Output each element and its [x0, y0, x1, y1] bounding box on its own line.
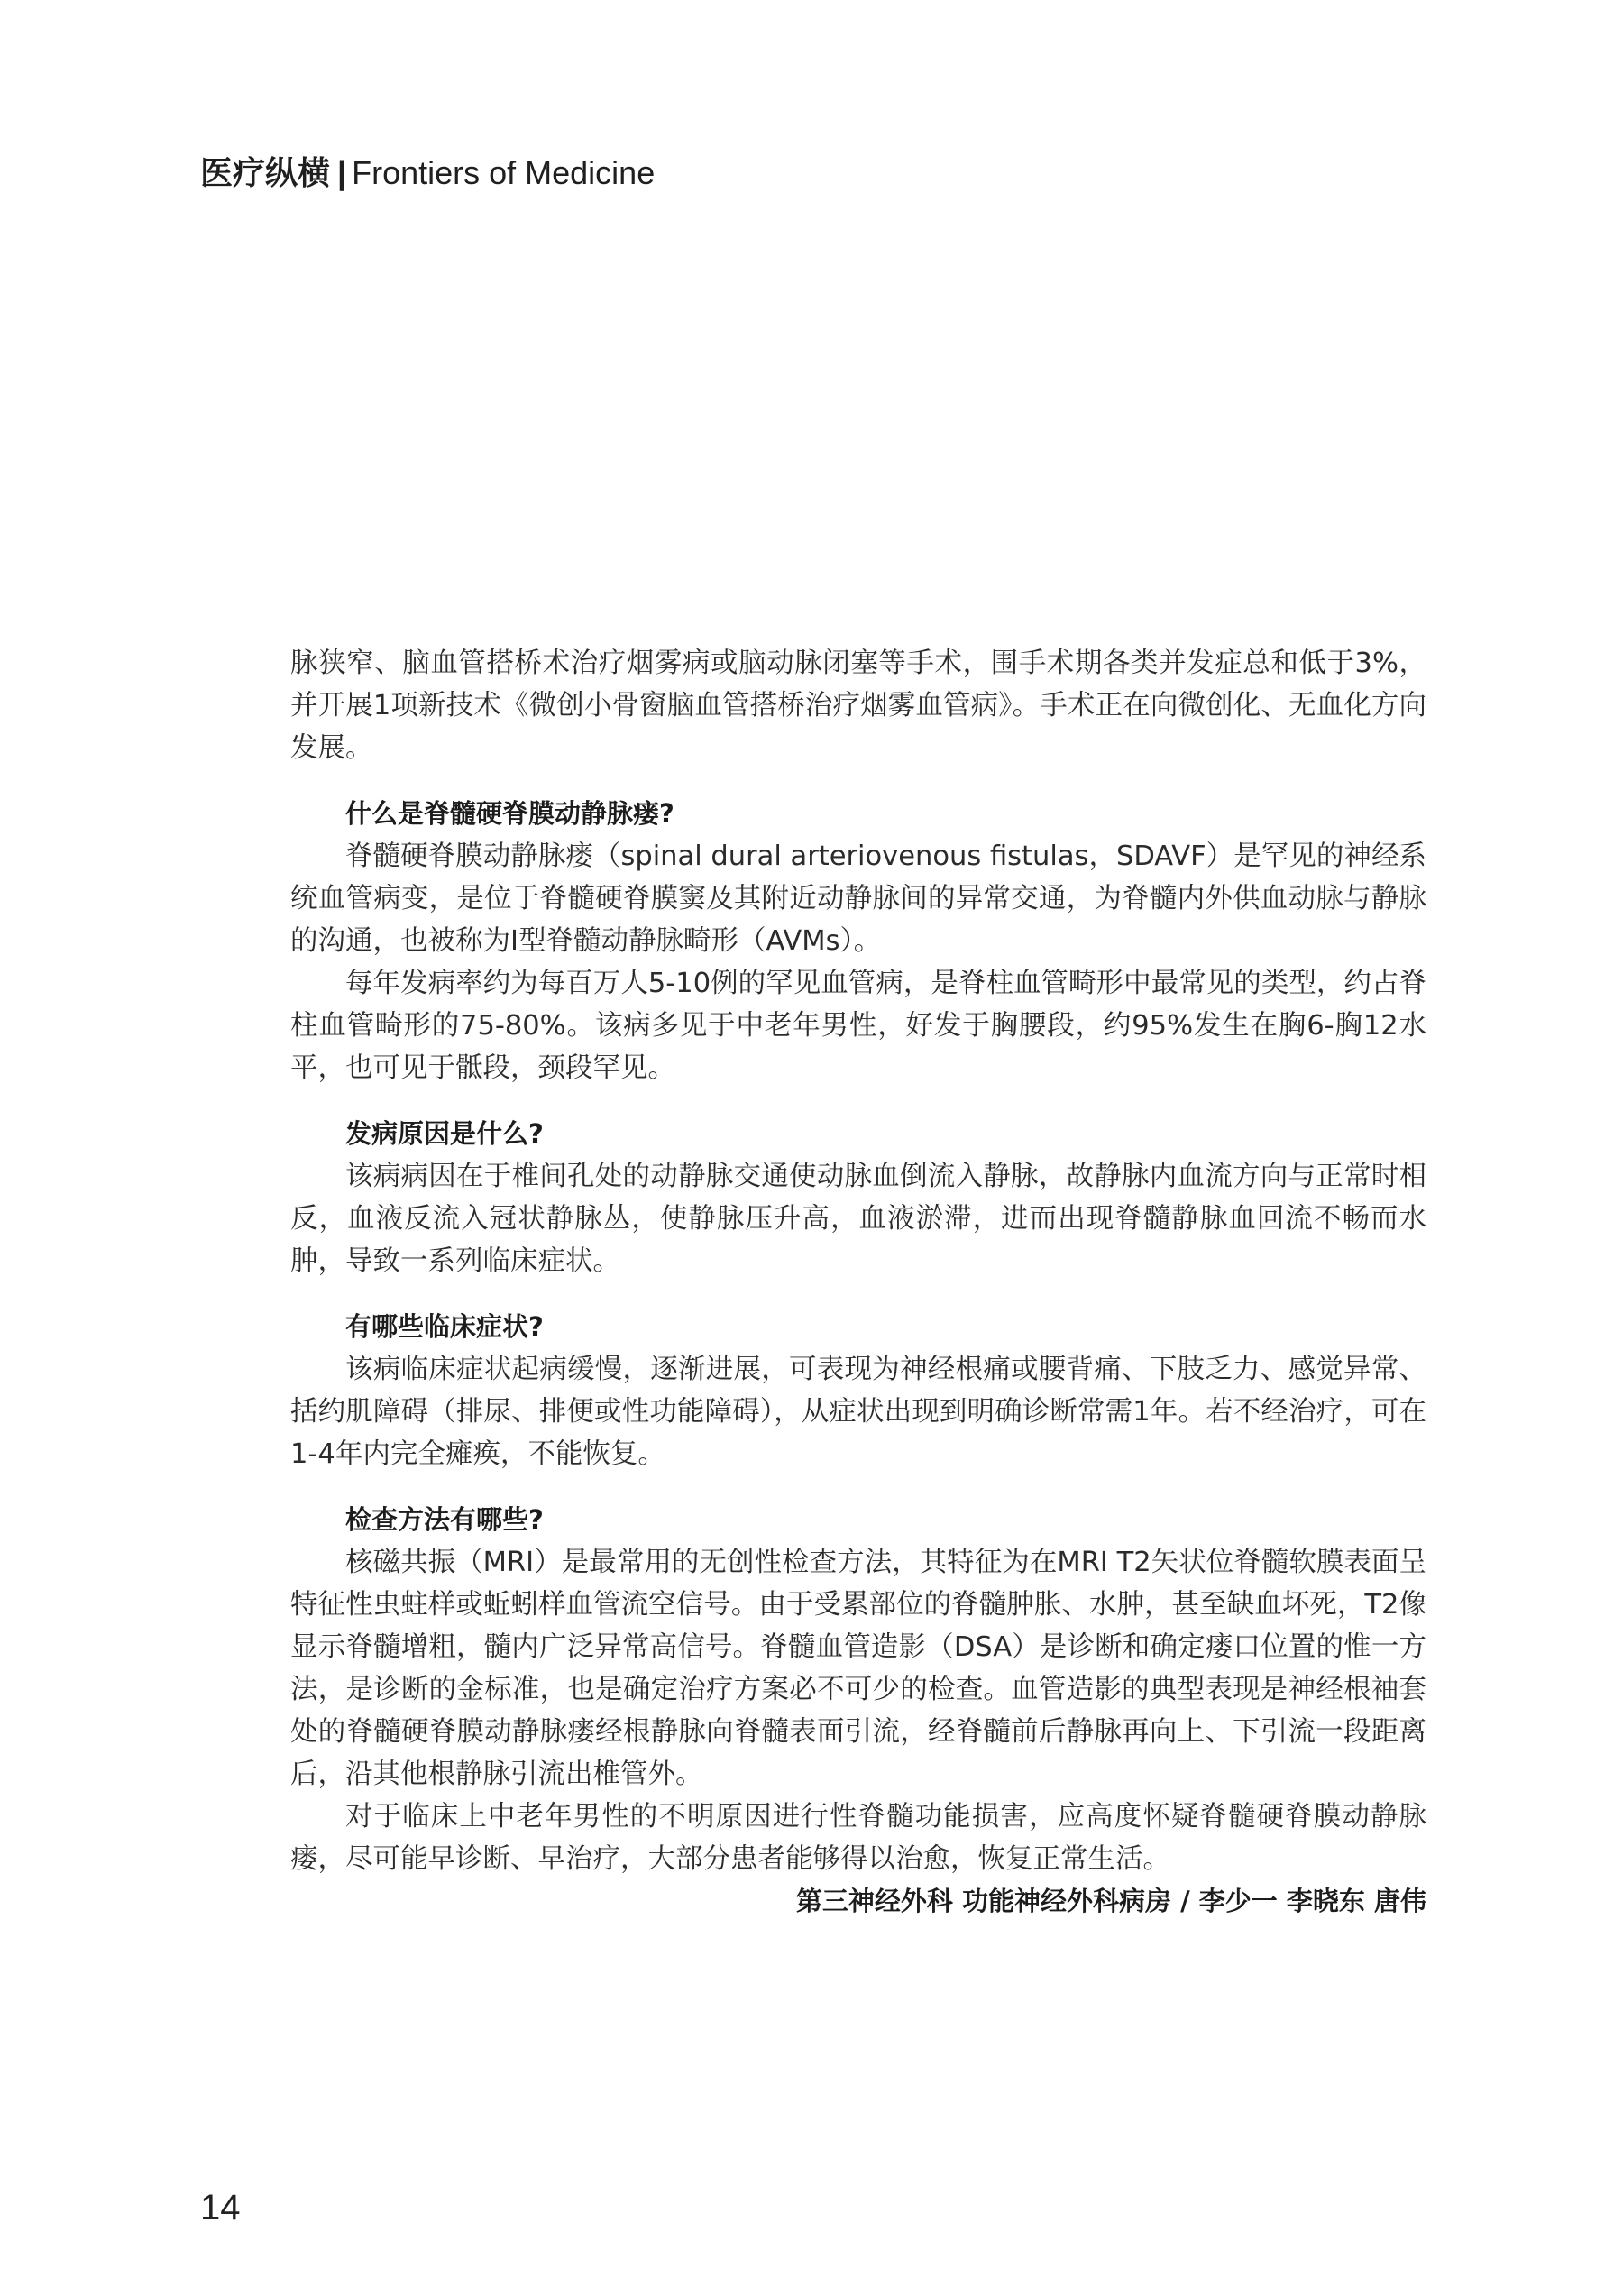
page-number: 14 — [200, 2188, 241, 2227]
paragraph: 每年发病率约为每百万人5-10例的罕见血管病，是脊柱血管畸形中最常见的类型，约占脊柱血管畸形的75-80%。该病多见于中老年男性，好发于胸腰段，约95%发生在胸6-胸12水平，也可见于骶段，颈段罕见。 — [290, 968, 1426, 1084]
paragraph: 核磁共振（MRI）是最常用的无创性检查方法，其特征为在MRI T2矢状位脊髓软膜表面呈特征性虫蛀样或蚯蚓样血管流空信号。由于受累部位的脊髓肿胀、水肿，甚至缺血坏死，T2像显示脊髓增粗，髓内广泛异常高信号。脊髓血管造影（DSA）是诊断和确定瘘口位置的惟一方法，是诊断的金标准，也是确定治疗方案必不可少的检查。血管造影的典型表现是神经根袖套处的脊髓硬脊膜动静脉瘘经根静脉向脊髓表面引流，经脊髓前后静脉再向上、下引流一段距离后，沿其他根静脉引流出椎管外。 — [290, 1547, 1426, 1790]
paragraph: 该病病因在于椎间孔处的动静脉交通使动脉血倒流入静脉，故静脉内血流方向与正常时相反，血液反流入冠状静脉丛，使静脉压升高，血液淤滞，进而出现脊髓静脉血回流不畅而水肿，导致一系列临床症状。 — [290, 1161, 1426, 1277]
section-heading-exams: 检查方法有哪些? — [345, 1504, 544, 1535]
section-title-cn: 医疗纵横 — [200, 155, 331, 192]
paragraph: 该病临床症状起病缓慢，逐渐进展，可表现为神经根痛或腰背痛、下肢乏力、感觉异常、括约肌障碍（排尿、排便或性功能障碍），从症状出现到明确诊断常需1年。若不经治疗，可在1-4年内完全瘫痪，不能恢复。 — [290, 1354, 1426, 1470]
section-title-en: Frontiers of Medicine — [352, 154, 656, 191]
paragraph: 脊髓硬脊膜动静脉瘘（spinal dural arteriovenous fistulas，SDAVF）是罕见的神经系统血管病变，是位于脊髓硬脊膜窦及其附近动静脉间的异常交通，为脊髓内外供血动脉与静脉的沟通，也被称为I型脊髓动静脉畸形（AVMs）。 — [290, 840, 1426, 957]
section-heading-symptoms: 有哪些临床症状? — [345, 1311, 544, 1342]
section-heading-what-is: 什么是脊髓硬脊膜动静脉瘘? — [345, 798, 674, 829]
author-byline: 第三神经外科 功能神经外科病房 / 李少一 李晓东 唐伟 — [795, 1886, 1426, 1916]
section-heading-causes: 发病原因是什么? — [345, 1118, 544, 1149]
intro-paragraph: 脉狭窄、脑血管搭桥术治疗烟雾病或脑动脉闭塞等手术，围手术期各类并发症总和低于3%，并开展1项新技术《微创小骨窗脑血管搭桥治疗烟雾血管病》。手术正在向微创化、无血化方向发展。 — [290, 647, 1426, 764]
running-head — [200, 150, 655, 197]
header-separator: | — [337, 154, 347, 191]
article-body — [290, 642, 1426, 1923]
paragraph: 对于临床上中老年男性的不明原因进行性脊髓功能损害，应高度怀疑脊髓硬脊膜动静脉瘘，尽可能早诊断、早治疗，大部分患者能够得以治愈，恢复正常生活。 — [290, 1801, 1426, 1875]
